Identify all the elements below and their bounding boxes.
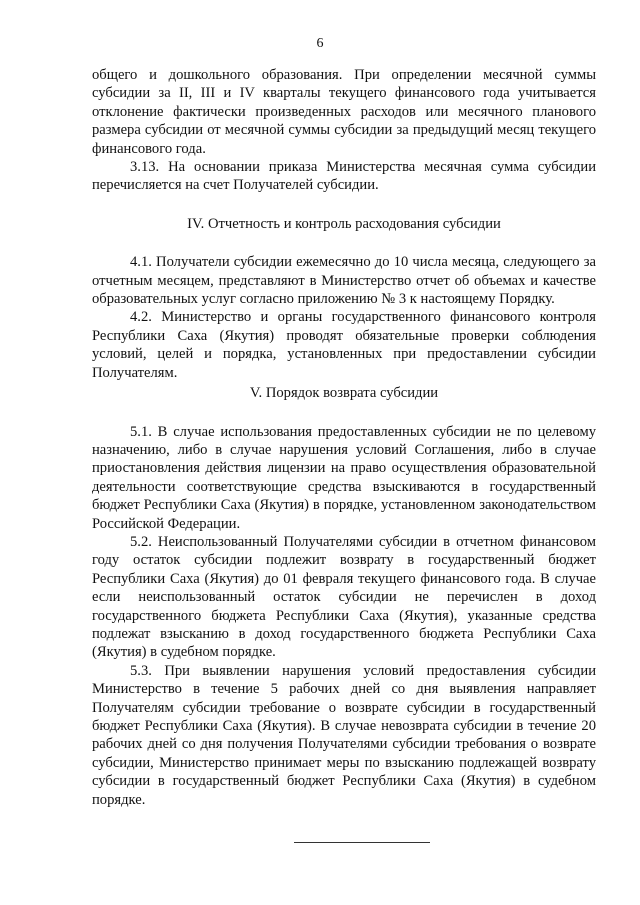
page-number: 6 — [316, 36, 324, 51]
paragraph-5-1: 5.1. В случае использования предоставленных субсидии не по целевому назначению, либо в случае нарушения условий Соглашения, либо в случае приостановления действия лицензии на право осуществления образовательной деятельности соответствующие средства взыскиваются в государственный бюджет Республики Саха (Якутия) в порядке, установленном законодательством Российской Федерации. — [92, 423, 596, 532]
document-body — [92, 66, 596, 809]
section-5-heading: V. Порядок возврата субсидии — [249, 385, 439, 402]
paragraph-4-2: 4.2. Министерство и органы государственного финансового контроля Республики Саха (Якутия) проводят обязательные проверки соблюдения условий, целей и порядка, установленных при предоставлении субсидии Получателям. — [92, 309, 596, 381]
paragraph-5-3: 5.3. При выявлении нарушения условий предоставления субсидии Министерство в течение 5 рабочих дней со дня выявления направляет Получателям субсидии требование о возврате субсидии в государственный бюджет Республики Саха (Якутия). В случае невозврата субсидии в течение 20 рабочих дней со дня получения Получателями субсидии требования о возврате субсидии, Министерство принимает меры по взысканию подлежащей возврату субсидии в государственный бюджет Республики Саха (Якутия) в судебном порядке. — [92, 662, 596, 808]
paragraph-5-2: 5.2. Неиспользованный Получателями субсидии в отчетном финансовом году остаток субсидии подлежит возврату в государственный бюджет Республики Саха (Якутия) до 01 февраля текущего финансового года. В случае если неиспользованный остаток субсидии не перечислен в доход государственного бюджета Республики Саха (Якутия), указанные средства подлежат взысканию в доход государственного бюджета Республики Саха (Якутия) в судебном порядке. — [92, 533, 596, 661]
paragraph-3-13: 3.13. На основании приказа Министерства месячная сумма субсидии перечисляется на счет Получателей субсидии. — [92, 159, 596, 194]
section-4-heading: IV. Отчетность и контроль расходования субсидии — [187, 215, 501, 232]
end-of-document-rule — [294, 842, 430, 843]
paragraph-4-1: 4.1. Получатели субсидии ежемесячно до 10 числа месяца, следующего за отчетным месяцем, представляют в Министерство отчет об объемах и качестве образовательных услуг согласно приложению № 3 к настоящему Порядку. — [92, 254, 596, 308]
paragraph-continuation: общего и дошкольного образования. При определении месячной суммы субсидии за II, III и IV кварталы текущего финансового года учитывается отклонение фактически произведенных расходов или месячного планового размера субсидии от месячной суммы субсидии за предыдущий месяц текущего финансового года. — [92, 67, 596, 157]
